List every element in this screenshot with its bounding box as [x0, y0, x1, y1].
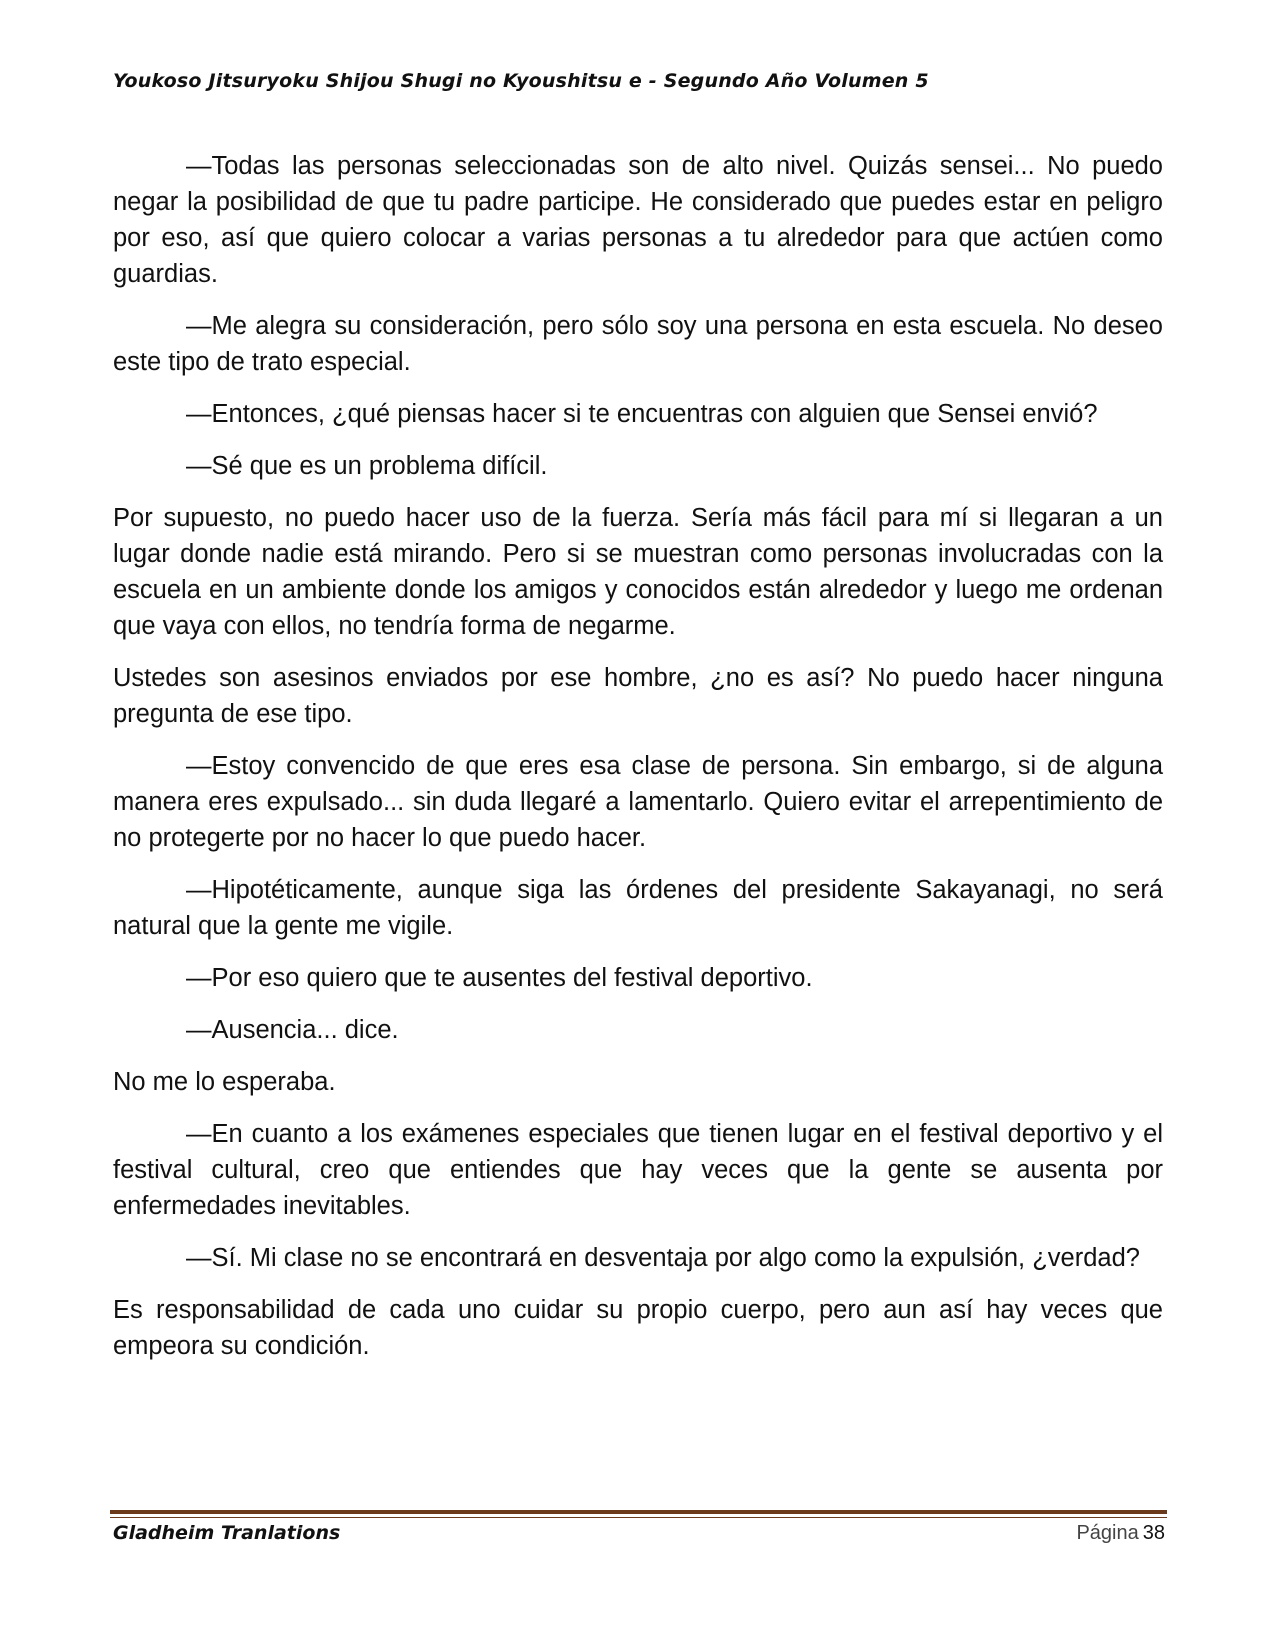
- page-body: [113, 148, 1163, 1380]
- footer-credit: Gladheim Tranlations: [113, 1522, 341, 1544]
- paragraph: No me lo esperaba.: [113, 1068, 336, 1096]
- paragraph: Ustedes son asesinos enviados por ese hombre, ¿no es así? No puedo hacer ninguna pregunta de ese tipo.: [113, 664, 1163, 728]
- paragraph: —Sé que es un problema difícil.: [186, 452, 548, 480]
- paragraph: Es responsabilidad de cada uno cuidar su propio cuerpo, pero aun así hay veces que empeora su condición.: [113, 1296, 1163, 1360]
- page-header-title: Youkoso Jitsuryoku Shijou Shugi no Kyoushitsu e - Segundo Año Volumen 5: [113, 70, 929, 92]
- paragraph: —Entonces, ¿qué piensas hacer si te encuentras con alguien que Sensei envió?: [186, 400, 1098, 428]
- paragraph: —Sí. Mi clase no se encontrará en desventaja por algo como la expulsión, ¿verdad?: [186, 1244, 1140, 1272]
- paragraph: Por supuesto, no puedo hacer uso de la fuerza. Sería más fácil para mí si llegaran a un lugar donde nadie está mirando. Pero si se muestran como personas involucradas con la escuela en un ambiente donde los amigos y conocidos están alrededor y luego me ordenan que vaya con ellos, no tendría forma de negarme.: [113, 504, 1163, 640]
- paragraph: —Ausencia... dice.: [186, 1016, 399, 1044]
- footer-divider-thin: [110, 1517, 1167, 1518]
- footer-page-indicator: [1076, 1522, 1165, 1545]
- paragraph: —Hipotéticamente, aunque siga las órdenes del presidente Sakayanagi, no será natural que la gente me vigile.: [113, 876, 1163, 940]
- paragraph: —Todas las personas seleccionadas son de alto nivel. Quizás sensei... No puedo negar la posibilidad de que tu padre participe. He considerado que puedes estar en peligro por eso, así que quiero colocar a varias personas a tu alrededor para que actúen como guardias.: [113, 152, 1163, 288]
- paragraph: —Por eso quiero que te ausentes del festival deportivo.: [186, 964, 813, 992]
- page-number: 38: [1142, 1522, 1165, 1544]
- paragraph: —En cuanto a los exámenes especiales que tienen lugar en el festival deportivo y el festival cultural, creo que entiendes que hay veces que la gente se ausenta por enfermedades inevitables.: [113, 1120, 1163, 1220]
- paragraph: —Me alegra su consideración, pero sólo soy una persona en esta escuela. No deseo este tipo de trato especial.: [113, 312, 1163, 376]
- footer-divider-thick: [110, 1510, 1167, 1514]
- page-label: Página: [1076, 1522, 1139, 1544]
- paragraph: —Estoy convencido de que eres esa clase de persona. Sin embargo, si de alguna manera eres expulsado... sin duda llegaré a lamentarlo. Quiero evitar el arrepentimiento de no protegerte por no hacer lo que puedo hacer.: [113, 752, 1163, 852]
